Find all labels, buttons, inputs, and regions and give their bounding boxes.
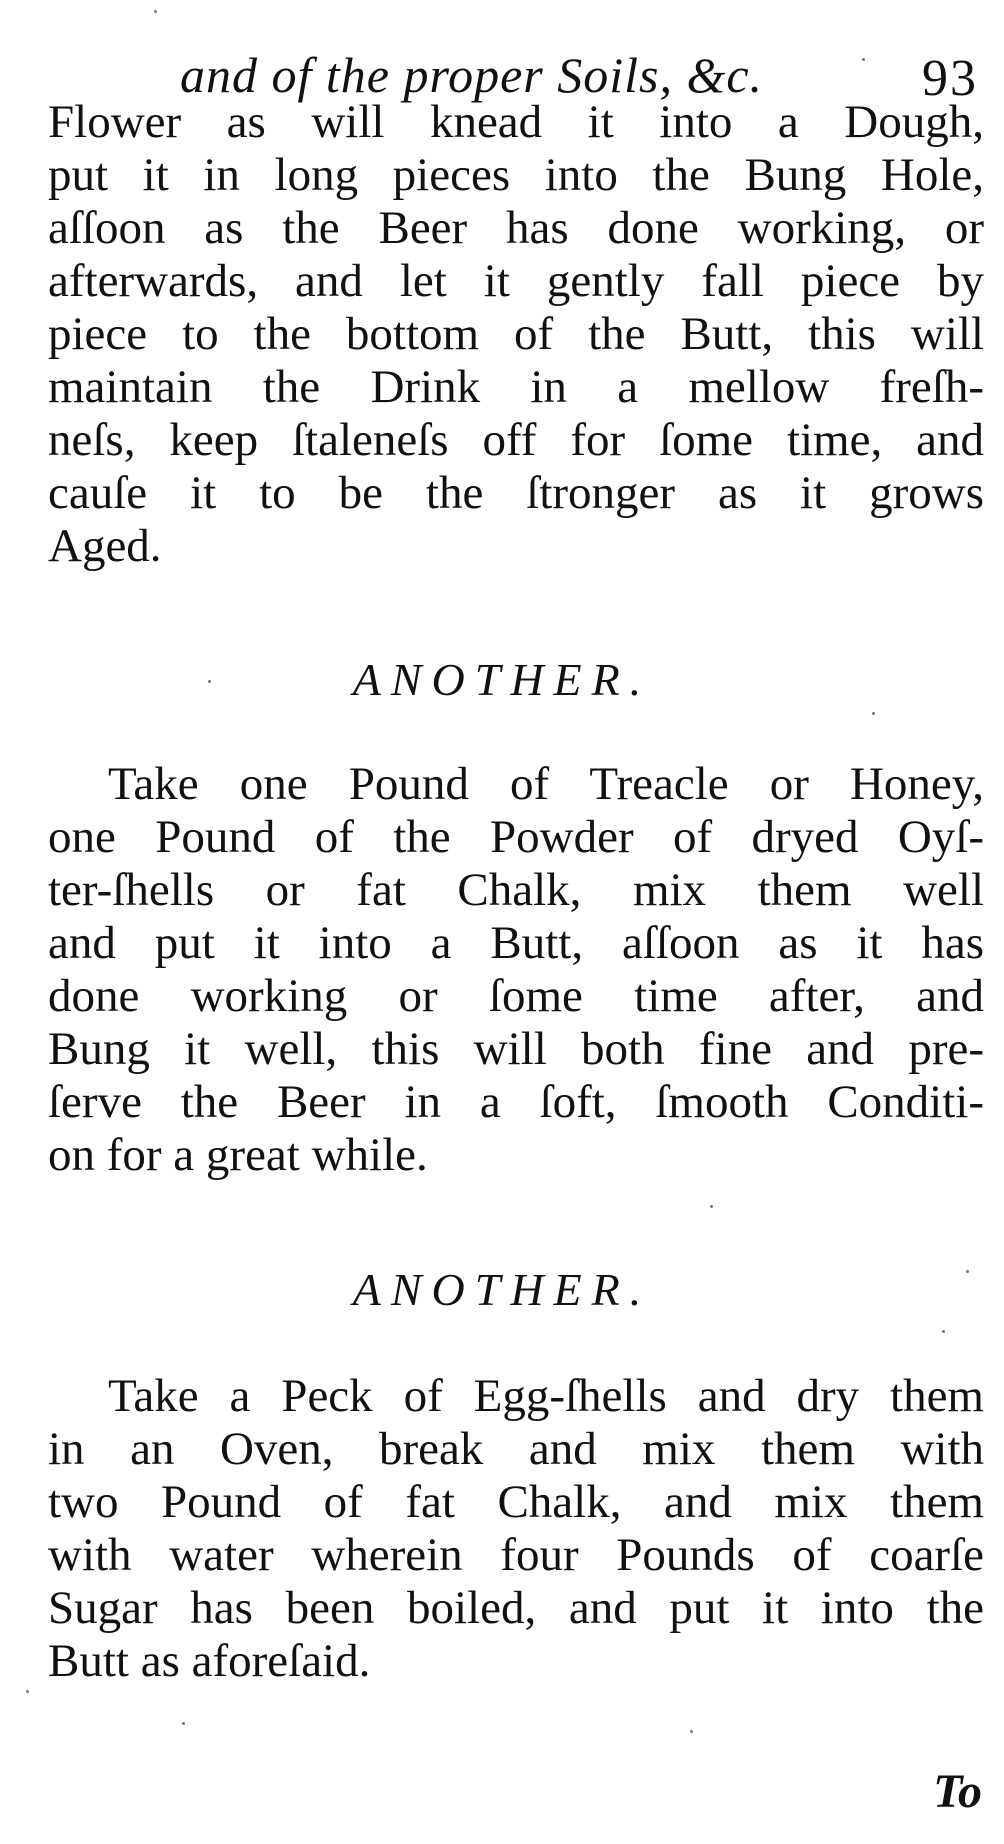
text-line: put it in long pieces into the Bung Hole, xyxy=(48,149,984,201)
text-line: done working or ſome time after, and xyxy=(48,970,984,1022)
text-line: aſſoon as the Beer has done working, or xyxy=(48,202,984,254)
print-speck xyxy=(862,58,865,61)
section-heading-2: ANOTHER. xyxy=(352,1264,652,1315)
print-speck xyxy=(26,1690,29,1693)
text-line: ter-ſhells or fat Chalk, mix them well xyxy=(48,864,984,916)
text-line: piece to the bottom of the Butt, this will xyxy=(48,308,984,360)
text-line: one Pound of the Powder of dryed Oyſ- xyxy=(48,811,984,863)
text-line: Butt as aforeſaid. xyxy=(48,1635,371,1687)
text-line: Sugar has been boiled, and put it into the xyxy=(48,1582,984,1634)
text-line: with water wherein four Pounds of coarſe xyxy=(48,1529,984,1581)
text-line: Flower as will knead it into a Dough, xyxy=(48,96,984,148)
print-speck xyxy=(942,1330,945,1333)
text-line: maintain the Drink in a mellow freſh- xyxy=(48,361,984,413)
catchword: To xyxy=(933,1765,982,1818)
print-speck xyxy=(966,1270,969,1273)
print-speck xyxy=(182,1722,185,1725)
print-speck xyxy=(154,10,157,13)
paragraph-1 xyxy=(48,96,984,573)
text-line: afterwards, and let it gently fall piece by xyxy=(48,255,984,307)
text-line: neſs, keep ſtaleneſs off for ſome time, and xyxy=(48,414,984,466)
page-number: 93 xyxy=(922,50,978,107)
text-line: Aged. xyxy=(48,520,162,572)
paragraph-3 xyxy=(48,1370,984,1688)
text-line: Bung it well, this will both fine and pre- xyxy=(48,1023,984,1075)
text-line: and put it into a Butt, aſſoon as it has xyxy=(48,917,984,969)
text-line: two Pound of fat Chalk, and mix them xyxy=(48,1476,984,1528)
text-line: on for a great while. xyxy=(48,1129,428,1181)
text-line: Take one Pound of Treacle or Honey, xyxy=(108,758,984,810)
text-line: cauſe it to be the ſtronger as it grows xyxy=(48,467,984,519)
running-title: and of the proper Soils, &c. xyxy=(180,47,764,103)
paragraph-2 xyxy=(48,758,984,1182)
text-line: in an Oven, break and mix them with xyxy=(48,1423,984,1475)
text-line: ſerve the Beer in a ſoft, ſmooth Conditi- xyxy=(48,1076,984,1128)
section-heading-1: ANOTHER. xyxy=(352,654,652,705)
print-speck xyxy=(872,712,875,715)
print-speck xyxy=(710,1205,713,1208)
print-speck xyxy=(208,680,211,683)
print-speck xyxy=(690,1730,693,1733)
text-line: Take a Peck of Egg-ſhells and dry them xyxy=(108,1370,984,1422)
